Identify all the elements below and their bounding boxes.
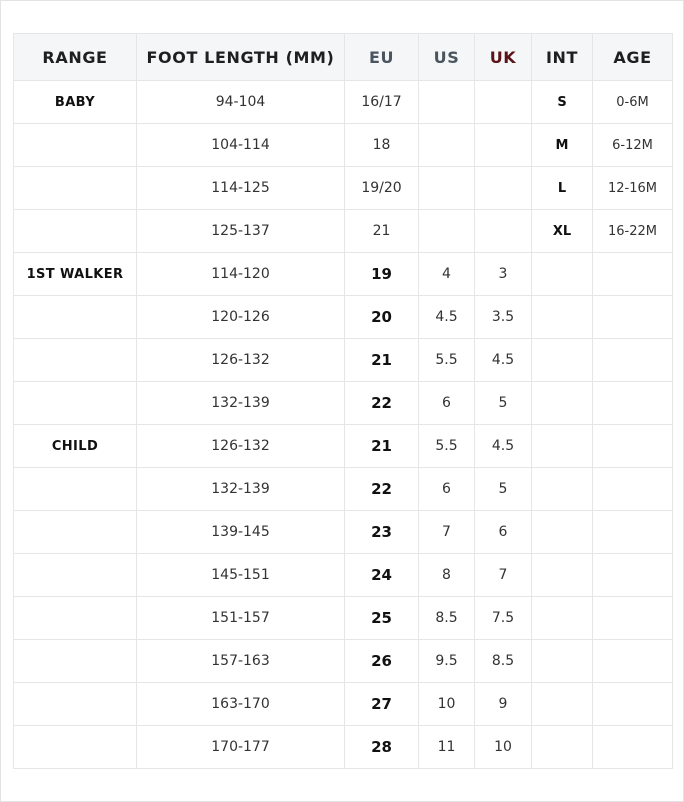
cell-eu: 28	[345, 726, 419, 769]
cell-foot-length: 157-163	[137, 640, 345, 683]
cell-uk	[475, 124, 532, 167]
header-age: AGE	[593, 34, 673, 81]
header-row	[14, 34, 673, 81]
cell-eu: 24	[345, 554, 419, 597]
table-row	[14, 210, 673, 253]
cell-range	[14, 726, 137, 769]
cell-us: 6	[419, 468, 475, 511]
header-us: US	[419, 34, 475, 81]
cell-uk: 4.5	[475, 339, 532, 382]
cell-age	[593, 382, 673, 425]
header-foot-length: FOOT LENGTH (MM)	[137, 34, 345, 81]
cell-range	[14, 296, 137, 339]
cell-uk: 4.5	[475, 425, 532, 468]
cell-int	[532, 296, 593, 339]
cell-int	[532, 726, 593, 769]
cell-us	[419, 167, 475, 210]
cell-range	[14, 167, 137, 210]
cell-uk: 5	[475, 468, 532, 511]
cell-foot-length: 125-137	[137, 210, 345, 253]
cell-age: 12-16M	[593, 167, 673, 210]
cell-eu: 21	[345, 425, 419, 468]
cell-uk: 8.5	[475, 640, 532, 683]
cell-age	[593, 640, 673, 683]
cell-eu: 21	[345, 210, 419, 253]
table-row	[14, 339, 673, 382]
cell-age	[593, 683, 673, 726]
cell-uk: 5	[475, 382, 532, 425]
cell-age	[593, 597, 673, 640]
cell-foot-length: 132-139	[137, 382, 345, 425]
table-row	[14, 382, 673, 425]
cell-foot-length: 145-151	[137, 554, 345, 597]
cell-uk	[475, 210, 532, 253]
cell-range	[14, 640, 137, 683]
cell-uk: 7.5	[475, 597, 532, 640]
cell-uk: 7	[475, 554, 532, 597]
cell-foot-length: 139-145	[137, 511, 345, 554]
table-row	[14, 167, 673, 210]
cell-us: 11	[419, 726, 475, 769]
cell-eu: 27	[345, 683, 419, 726]
table-row	[14, 726, 673, 769]
cell-int	[532, 253, 593, 296]
cell-age	[593, 726, 673, 769]
cell-age	[593, 253, 673, 296]
cell-age	[593, 339, 673, 382]
cell-eu: 20	[345, 296, 419, 339]
cell-foot-length: 126-132	[137, 339, 345, 382]
cell-int	[532, 468, 593, 511]
header-int: INT	[532, 34, 593, 81]
cell-us: 5.5	[419, 425, 475, 468]
cell-us: 10	[419, 683, 475, 726]
size-chart-table	[13, 33, 673, 769]
cell-age	[593, 554, 673, 597]
cell-range: 1ST WALKER	[14, 253, 137, 296]
cell-age	[593, 511, 673, 554]
cell-us: 5.5	[419, 339, 475, 382]
cell-us	[419, 210, 475, 253]
cell-int	[532, 425, 593, 468]
cell-foot-length: 104-114	[137, 124, 345, 167]
table-row	[14, 253, 673, 296]
cell-age	[593, 425, 673, 468]
size-chart-body	[14, 81, 673, 769]
cell-int: S	[532, 81, 593, 124]
header-eu: EU	[345, 34, 419, 81]
cell-eu: 25	[345, 597, 419, 640]
cell-range	[14, 124, 137, 167]
cell-foot-length: 151-157	[137, 597, 345, 640]
table-row	[14, 554, 673, 597]
cell-eu: 19/20	[345, 167, 419, 210]
cell-range	[14, 210, 137, 253]
cell-eu: 19	[345, 253, 419, 296]
table-row	[14, 597, 673, 640]
cell-uk: 10	[475, 726, 532, 769]
table-row	[14, 683, 673, 726]
cell-foot-length: 114-125	[137, 167, 345, 210]
cell-uk	[475, 167, 532, 210]
cell-range: BABY	[14, 81, 137, 124]
cell-us	[419, 81, 475, 124]
table-row	[14, 640, 673, 683]
cell-uk: 3.5	[475, 296, 532, 339]
cell-eu: 26	[345, 640, 419, 683]
cell-us: 8	[419, 554, 475, 597]
cell-uk	[475, 81, 532, 124]
cell-range	[14, 511, 137, 554]
cell-uk: 3	[475, 253, 532, 296]
cell-int	[532, 382, 593, 425]
table-row	[14, 124, 673, 167]
cell-range	[14, 683, 137, 726]
cell-int: M	[532, 124, 593, 167]
cell-us: 8.5	[419, 597, 475, 640]
cell-int	[532, 554, 593, 597]
table-row	[14, 81, 673, 124]
cell-uk: 6	[475, 511, 532, 554]
cell-us	[419, 124, 475, 167]
cell-range	[14, 554, 137, 597]
cell-age	[593, 296, 673, 339]
table-row	[14, 511, 673, 554]
cell-us: 4.5	[419, 296, 475, 339]
cell-int	[532, 511, 593, 554]
cell-uk: 9	[475, 683, 532, 726]
cell-range	[14, 468, 137, 511]
cell-range: CHILD	[14, 425, 137, 468]
cell-us: 7	[419, 511, 475, 554]
cell-eu: 22	[345, 382, 419, 425]
cell-int	[532, 640, 593, 683]
cell-foot-length: 94-104	[137, 81, 345, 124]
cell-foot-length: 120-126	[137, 296, 345, 339]
cell-us: 4	[419, 253, 475, 296]
cell-eu: 18	[345, 124, 419, 167]
cell-age: 0-6M	[593, 81, 673, 124]
cell-us: 6	[419, 382, 475, 425]
cell-int: L	[532, 167, 593, 210]
cell-range	[14, 339, 137, 382]
cell-age: 6-12M	[593, 124, 673, 167]
table-row	[14, 296, 673, 339]
cell-foot-length: 126-132	[137, 425, 345, 468]
cell-us: 9.5	[419, 640, 475, 683]
cell-range	[14, 382, 137, 425]
cell-range	[14, 597, 137, 640]
cell-age	[593, 468, 673, 511]
cell-eu: 21	[345, 339, 419, 382]
cell-foot-length: 170-177	[137, 726, 345, 769]
table-row	[14, 425, 673, 468]
cell-int: XL	[532, 210, 593, 253]
cell-age: 16-22M	[593, 210, 673, 253]
cell-foot-length: 114-120	[137, 253, 345, 296]
cell-int	[532, 339, 593, 382]
header-uk: UK	[475, 34, 532, 81]
cell-eu: 23	[345, 511, 419, 554]
cell-foot-length: 132-139	[137, 468, 345, 511]
cell-eu: 16/17	[345, 81, 419, 124]
cell-int	[532, 683, 593, 726]
header-range: RANGE	[14, 34, 137, 81]
cell-foot-length: 163-170	[137, 683, 345, 726]
table-row	[14, 468, 673, 511]
cell-eu: 22	[345, 468, 419, 511]
cell-int	[532, 597, 593, 640]
